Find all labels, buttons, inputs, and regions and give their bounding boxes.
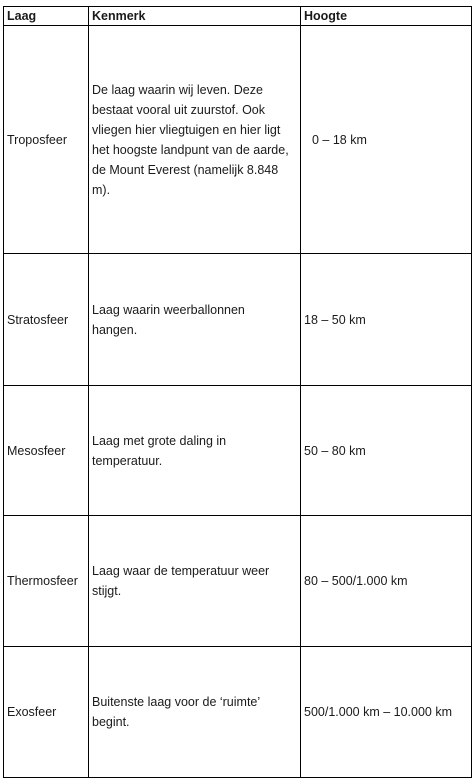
layer-name-cell: Mesosfeer xyxy=(4,386,89,516)
table-header-row xyxy=(4,7,472,26)
feature-cell xyxy=(89,254,301,386)
height-cell xyxy=(301,254,472,386)
header-feature: Kenmerk xyxy=(89,7,301,26)
feature-text: Laag waarin weerballonnen hangen. xyxy=(92,302,245,337)
feature-text: De laag waarin wij leven. Deze bestaat vooral uit zuurstof. Ook vliegen hier vliegtuigen en hier ligt het hoogste landpunt van de aarde, de Mount Everest (namelijk 8.848 m). xyxy=(92,82,289,197)
height-text: 500/1.000 km – 10.000 km xyxy=(304,705,453,719)
height-cell xyxy=(301,516,472,647)
header-height: Hoogte xyxy=(301,7,472,26)
feature-cell xyxy=(89,26,301,254)
feature-text: Laag waar de temperatuur weer stijgt. xyxy=(92,564,270,598)
feature-cell xyxy=(89,516,301,647)
height-cell xyxy=(301,26,472,254)
layer-name-cell: Thermosfeer xyxy=(4,516,89,647)
layer-name-cell: Exosfeer xyxy=(4,647,89,778)
table-row xyxy=(4,386,472,516)
table-row xyxy=(4,516,472,647)
feature-cell xyxy=(89,647,301,778)
height-cell xyxy=(301,386,472,516)
height-text: 18 – 50 km xyxy=(304,312,366,327)
height-text: 50 – 80 km xyxy=(304,443,366,458)
table-row xyxy=(4,647,472,778)
atmosphere-layers-table xyxy=(3,6,472,778)
feature-cell xyxy=(89,386,301,516)
feature-text: Laag met grote daling in temperatuur. xyxy=(92,433,227,468)
feature-text: Buitenste laag voor de ‘ruimte’ begint. xyxy=(92,695,260,729)
table-row xyxy=(4,26,472,254)
layer-name-cell: Troposfeer xyxy=(4,26,89,254)
height-text: 80 – 500/1.000 km xyxy=(304,574,408,588)
layer-name-cell: Stratosfeer xyxy=(4,254,89,386)
height-text: 0 – 18 km xyxy=(312,132,367,147)
height-cell xyxy=(301,647,472,778)
table-row xyxy=(4,254,472,386)
header-layer: Laag xyxy=(4,7,89,26)
